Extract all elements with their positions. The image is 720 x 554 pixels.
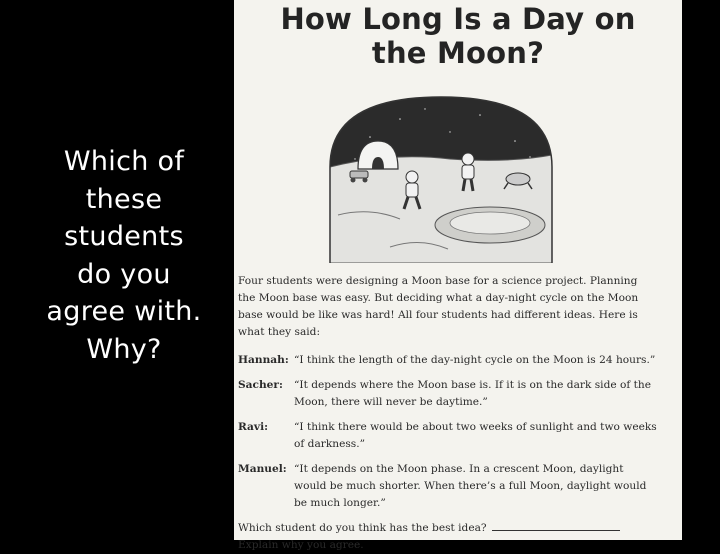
- student-quote-row: [238, 377, 658, 411]
- student-quote: “I think there would be about two weeks of sunlight and two weeks of darkness.”: [294, 421, 657, 450]
- worksheet-body: [238, 273, 658, 554]
- student-name: Manuel:: [238, 463, 287, 475]
- student-quote: “It depends where the Moon base is. If it is on the dark side of the Moon, there will never be daytime.”: [294, 379, 652, 408]
- slide-prompt: [20, 143, 228, 368]
- student-quote: “I think the length of the day-night cycle on the Moon is 24 hours.”: [294, 354, 656, 366]
- moon-base-illustration: [330, 97, 552, 263]
- worksheet-title: [234, 2, 682, 70]
- intro-paragraph: Four students were designing a Moon base for a science project. Planning the Moon base was easy. But deciding what a day-night cycle on the Moon base would be like was hard! All four students had different ideas. Here is what they said:: [238, 275, 639, 338]
- title-line-1: How Long Is a Day on: [280, 2, 636, 36]
- answer-blank-line[interactable]: [492, 520, 620, 531]
- prompt-line: these: [85, 183, 163, 215]
- student-quote-row: [238, 461, 658, 512]
- prompt-line: agree with.: [46, 296, 202, 327]
- student-quote-row: [238, 419, 658, 453]
- prompt-line: students: [64, 221, 184, 252]
- student-name: Hannah:: [238, 354, 289, 366]
- student-quote-row: [238, 352, 658, 369]
- student-name: Ravi:: [238, 421, 269, 433]
- prompt-line: Why?: [86, 333, 162, 365]
- answer-question: [238, 520, 658, 554]
- question-start: Which student do you think has the best idea?: [238, 522, 487, 534]
- worksheet-scan: [234, 0, 682, 551]
- student-name: Sacher:: [238, 379, 283, 391]
- prompt-line: Which of: [63, 146, 185, 177]
- prompt-line: do you: [77, 258, 171, 290]
- title-line-2: the Moon?: [371, 36, 545, 70]
- student-quote: “It depends on the Moon phase. In a crescent Moon, daylight would be much shorter. When there’s a full Moon, daylight would be much longer.”: [294, 463, 647, 509]
- question-end: Explain why you agree.: [238, 539, 364, 551]
